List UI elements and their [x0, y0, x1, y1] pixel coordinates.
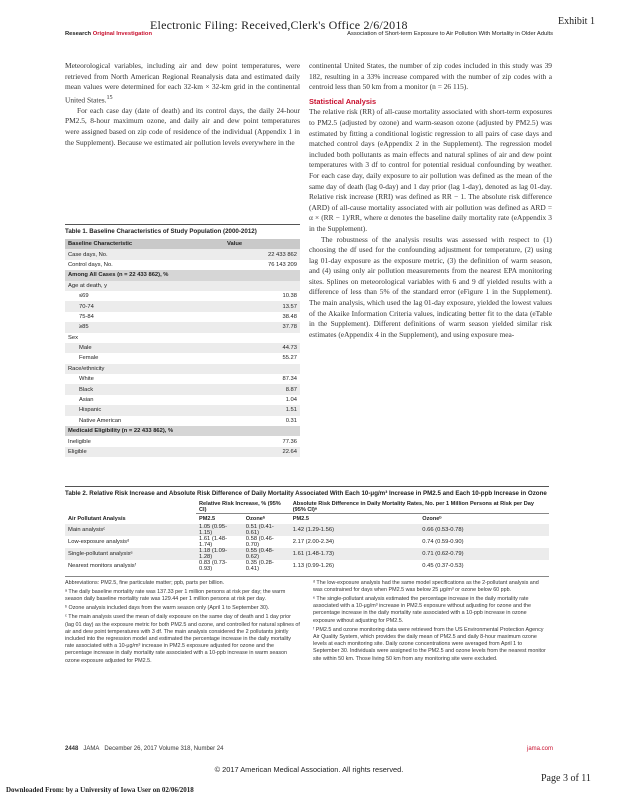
table-1-value: 55.27 [282, 355, 297, 362]
table-1-header [65, 239, 300, 249]
table-1-label: Medicaid Eligibility (n = 22 433 862), % [65, 426, 224, 436]
table-1-value: 22 433 862 [224, 249, 300, 259]
table-1-row [65, 426, 300, 436]
table-2-cell: 0.66 (0.53-0.78) [419, 524, 549, 536]
right-paragraph-3: The robustness of the analysis results was assessed with respect to (1) choosing the df used for the confounding adjustment for temperature, (2) using lag 01-day exposure as the exposure metric, (3) the definition of warm season, and (4) using only air pollution measurements from the nearest EPA monitoring sites. Splines on meteorological variables with 6 and 9 df yielded results with a difference of less than 5% of the standard error (eFigure 1 in the Supplement). The main analysis, which used the lag 01-day exposure, yielded the lowest values of the Akaike Information Criteria values, indicating better fit to the data (eTable in the Supplement). Different definitions of warm season yielded similar risk estimates (eAppendix 4 in the Supplement), and using exposure mea- [309, 234, 552, 339]
table-1-label: ≥85 [65, 322, 224, 332]
table-2-cell: 0.71 (0.62-0.79) [419, 548, 549, 560]
table-1-value [224, 426, 300, 436]
table-1-label: Male [65, 343, 224, 353]
table-2-col-ozone-rri: Ozoneᵇ [245, 515, 266, 522]
table-1-label: 75-84 [79, 313, 94, 320]
table-2-group-rri: Relative Risk Increase, % (95% CI) [196, 501, 290, 514]
table-1-col-value: Value [224, 239, 300, 249]
table-1-row [65, 436, 300, 446]
table-1-row [65, 270, 300, 280]
right-paragraph-1: continental United States, the number of zip codes included in this study was 39 182, resulting in a 33% increase compared with the number of zip codes with a centroid less than 50 km from a monitor (n = 26 115). [309, 61, 552, 92]
left-paragraph-1: Meteorological variables, including air and dew point temperatures, were retrieved from North American Regional Reanalysis data and estimated daily mean values were determined for each 32-km × 32-km grid in the continental United States. [65, 61, 300, 105]
table-2-footnote: ᵇ Ozone analysis included days from the warm season only (April 1 to September 30). [65, 605, 270, 612]
table-2-footnote: ᶜ The main analysis used the mean of daily exposure on the same day of death and 1 day prior (lag 01 day) as the exposure metric for both PM2.5 and ozone, and controlled for natural splines of air and dew point temperatures with 3 df. The main analysis considered the 2 pollutants jointly included into the regression model and estimated the percentage increase in the daily mortality rate associated with a 10-μg/m³ increase in PM2.5 exposure adjusted for ozone and the percentage increase in daily mortality rate associated with a 10-ppb increase in warm season ozone exposure adjusted for PM2.5. [65, 614, 300, 664]
table-2-group-header [65, 501, 549, 514]
table-1-value: 37.78 [224, 322, 300, 332]
table-2-footnote: ᵉ The single-pollutant analysis estimated the percentage increase in the daily mortality rate associated with a 10-μg/m³ increase in PM2.5 exposure without adjusting for ozone and the percentage increase in the daily mortality rate associated with a 10-ppb increase in ozone exposure without adjusting for PM2.5. [313, 596, 531, 624]
table-1-label: Age at death, y [65, 281, 224, 291]
table-2-footnote: ᵃ The daily baseline mortality rate was 137.33 per 1 million persons at risk per day; the warm season daily baseline mortality rate was 129.44 per 1 million persons at risk per day. [65, 588, 286, 602]
table-2-cell: 0.45 (0.37-0.53) [422, 562, 464, 569]
table-2-cell: 0.58 (0.46-0.70) [245, 535, 274, 548]
download-stamp: Downloaded From: by a University of Iowa User on 02/06/2018 [6, 786, 194, 794]
table-2-cell: 2.17 (2.00-2.34) [292, 538, 335, 545]
table-1-label: ≤69 [79, 293, 89, 300]
page-footer [65, 746, 553, 752]
table-2-notes [65, 576, 549, 667]
table-1-row [65, 447, 300, 457]
page-stamp: Page 3 of 11 [541, 773, 591, 784]
table-1-label: Sex [68, 334, 78, 341]
table-1-row [65, 416, 300, 426]
running-header [65, 31, 553, 37]
table-2-cell: Low-exposure analysisᵈ [68, 538, 130, 545]
table-1-value [224, 270, 300, 280]
right-column [309, 61, 552, 340]
table-1-value: 13.57 [224, 301, 300, 311]
table-2-row [65, 524, 549, 536]
table-1-row [65, 353, 300, 363]
table-2-cell: 0.35 (0.28-0.41) [245, 559, 274, 572]
table-1-label: Eligible [65, 447, 224, 457]
table-1-row [65, 384, 300, 394]
table-2-cell: Single-pollutant analysisᵉ [65, 548, 196, 560]
exhibit-label: Exhibit 1 [558, 16, 595, 27]
table-2-footnote: ᵈ The low-exposure analysis had the same model specifications as the 2-pollutant analysis and was constrained for days when PM2.5 was below 25 μg/m³ or ozone below 60 ppb. [313, 579, 539, 593]
right-paragraph-2b: The regression model included both pollutants as main effects and natural splines of air and dew point temperatures with 3 df to control for potential residual confounding by weather. For each case day, daily exposure to air pollution was defined as the mean of the same day of death (lag 0-day) and 1 day prior (lag 1-day), denoted as lag 01-day. Relative risk increase (RRI) was defined as RR − 1. The absolute risk difference (ARD) of all-cause mortality associated with air pollution was defined as ARD = α × (RR − 1)/RR, where α denotes the baseline daily mortality rate (eAppendix 3 in the Supplement). [309, 139, 552, 233]
table-1-label: White [79, 376, 94, 383]
table-1-label: Race/ethnicity [65, 364, 224, 374]
table-1-value: 10.38 [282, 293, 297, 300]
table-2 [65, 486, 549, 667]
table-1-value: 1.04 [285, 397, 297, 404]
table-2-row [65, 548, 549, 560]
table-2-footnote: ᶠ PM2.5 and ozone monitoring data were retrieved from the US Environmental Protection Agency Air Quality System, which provides the daily mean of PM2.5 and daily 8-hour maximum ozone levels at each monitoring site. Daily ozone concentrations were averaged from April 1 to September 30. Individuals were assigned to the PM2.5 and ozone levels from the nearest monitor site within 50 km. Those living 50 km from any monitoring site were excluded. [313, 626, 546, 662]
table-1-row [65, 260, 300, 270]
table-1-row [65, 312, 300, 322]
table-2-cell: 1.05 (0.95-1.15) [196, 524, 243, 536]
table-2-cell: 1.13 (0.99-1.26) [292, 562, 335, 569]
table-2-col-ozone-ard: Ozoneᵇ [422, 515, 442, 522]
table-2-row [65, 560, 549, 572]
table-1-label: Asian [79, 397, 94, 404]
left-column [65, 61, 300, 148]
table-1-value: 76 143 209 [267, 261, 297, 268]
footer-journal: JAMA [83, 746, 100, 752]
table-2-cell: 1.61 (1.48-1.73) [290, 548, 420, 560]
table-1-value: 0.31 [285, 417, 297, 424]
table-2-cell: 0.74 (0.59-0.90) [422, 538, 464, 545]
table-1-label: Hispanic [65, 405, 224, 415]
table-1-label: Female [79, 355, 99, 362]
header-article-type: Original Investigation [92, 31, 152, 37]
table-1-label: Among All Cases (n = 22 433 862), % [65, 270, 224, 280]
table-1-row [65, 281, 300, 291]
table-2-cell: 0.51 (0.41-0.61) [243, 524, 290, 536]
table-2-title: Table 2. Relative Risk Increase and Absolute Risk Difference of Daily Mortality Associated With Each 10-μg/m³ Increase in PM2.5 and Each 10-ppb Increase in Ozone [65, 486, 549, 498]
table-2-col-header [65, 514, 549, 524]
table-1-value [224, 333, 300, 343]
footer-page-number: 2448 [65, 746, 79, 752]
table-1-value: 8.87 [224, 384, 300, 394]
table-2-cell: 0.55 (0.48-0.62) [243, 548, 290, 560]
table-1-value: 1.51 [224, 405, 300, 415]
table-1-row [65, 291, 300, 301]
table-2-col-pm25-ard: PM2.5 [292, 515, 309, 522]
table-1-value [224, 364, 300, 374]
table-1-row [65, 343, 300, 353]
table-1-label: Black [65, 384, 224, 394]
ref-marker: 15 [106, 94, 113, 101]
table-1-value [224, 281, 300, 291]
table-2-cell: 1.61 (1.48-1.74) [199, 535, 228, 548]
header-running-title: Association of Short-term Exposure to Air Pollution With Mortality in Older Adults [347, 31, 553, 37]
table-1-row [65, 322, 300, 332]
table-2-abbreviations: Abbreviations: PM2.5, fine particulate matter; ppb, parts per billion. [65, 579, 225, 586]
table-1-row [65, 395, 300, 405]
table-2-cell: 0.83 (0.73-0.93) [199, 559, 228, 572]
table-1-row [65, 301, 300, 311]
copyright-line: © 2017 American Medical Association. All rights reserved. [214, 765, 404, 774]
footer-issue: December 26, 2017 Volume 318, Number 24 [104, 746, 224, 752]
table-1-value: 38.48 [282, 313, 297, 320]
footer-url[interactable]: jama.com [526, 746, 553, 752]
table-1-title: Table 1. Baseline Characteristics of Study Population (2000-2012) [65, 224, 300, 235]
table-1-col-characteristic: Baseline Characteristic [65, 239, 224, 249]
table-2-group-ard: Absolute Risk Difference in Daily Mortality Rates, No. per 1 Million Persons at Risk per Day (95% CI)ᵃ [290, 501, 549, 514]
left-paragraph-2: For each case day (date of death) and its control days, the daily 24-hour PM2.5, 8-hour maximum ozone, and daily air and dew point temperatures were assigned based on zip code of residence of the individual (Appendix 1 in the Supplement). Because we estimated air pollution levels everywhere in the [65, 105, 300, 147]
table-1-row [65, 374, 300, 384]
table-1-value: 77.36 [282, 438, 297, 445]
table-1-label: Ineligible [68, 438, 91, 445]
table-1 [65, 224, 300, 457]
section-heading: Statistical Analysis [309, 96, 377, 106]
table-2-cell: Nearest monitors analysisᶠ [68, 562, 137, 569]
table-1-value: 22.64 [224, 447, 300, 457]
table-1-row [65, 333, 300, 343]
table-2-cell: Main analysisᶜ [65, 524, 196, 536]
table-1-row [65, 364, 300, 374]
table-1-value: 87.34 [282, 376, 297, 383]
table-1-label: Native American [79, 417, 122, 424]
table-2-col-analysis: Air Pollutant Analysis [68, 515, 126, 522]
table-2-row [65, 536, 549, 548]
table-1-label: Case days, No. [65, 249, 224, 259]
table-2-cell: 1.42 (1.29-1.56) [290, 524, 420, 536]
filing-stamp: Electronic Filing: Received,Clerk's Office 2/6/2018 [150, 18, 408, 32]
table-1-row [65, 405, 300, 415]
table-2-col-pm25-rri: PM2.5 [199, 515, 216, 522]
table-2-cell: 1.18 (1.09-1.28) [196, 548, 243, 560]
table-1-label: 70-74 [65, 301, 224, 311]
header-section: Research [65, 31, 92, 37]
table-1-value: 44.73 [224, 343, 300, 353]
table-1-row [65, 249, 300, 259]
right-paragraph-2a: The relative risk (RR) of all-cause mortality associated with short-term exposures to PM2.5 (adjusted by ozone) and warm-season ozone (adjusted by PM2.5) was estimated by fitting a conditional logistic regression to all pairs of case days and matched control days (eAppendix 2 in the Supplement). [309, 107, 552, 149]
table-1-label: Control days, No. [68, 261, 113, 268]
